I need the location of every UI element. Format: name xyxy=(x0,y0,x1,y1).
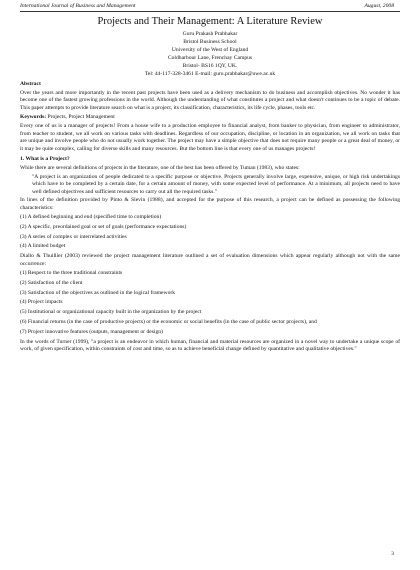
journal-name: International Journal of Business and Management xyxy=(20,3,136,9)
affiliation-line: Coldharbour Lane, Frenchay Campus xyxy=(167,54,253,61)
evaluation-dimensions-list xyxy=(20,270,400,336)
paper-title: Projects and Their Management: A Literature Review xyxy=(97,16,323,27)
paragraph: In lines of the definition provided by Pinto & Slevin (1988), and accepted for the purpose of this research, a project can be defined as possessing the following characteristics: xyxy=(20,197,400,211)
list-item: (2) Satisfaction of the client xyxy=(20,279,83,286)
header-rule xyxy=(20,11,400,12)
author-name: Guru Prakash Prabhakar xyxy=(182,31,238,37)
list-item: (7) Project innovative features (outputs, management or design) xyxy=(20,328,163,335)
list-item: (2) A specific, preordained goal or set of goals (performance expectations) xyxy=(20,223,187,230)
characteristics-list xyxy=(20,214,400,251)
section-heading: 1. What is a Project? xyxy=(20,156,70,163)
list-item: (5) Institutional or organizational capacity built in the organization by the project xyxy=(20,309,202,316)
author-block xyxy=(20,31,400,78)
contact-line: Tel: 44-117-328-3461 E-mail: guru.prabhakar@uwe.ac.uk xyxy=(144,70,276,77)
keywords-label: Keywords: xyxy=(20,114,47,121)
keywords-text: Projects, Project Management xyxy=(47,114,115,121)
paragraph: Diallo & Thuillier (2003) reviewed the project management literature outlined a set of evaluation dimensions which appear regularly although not with the same occurrence: xyxy=(20,253,400,267)
affiliation-line: University of the West of England xyxy=(171,46,249,53)
paragraph: In the words of Turner (1999), "a project is an endeavor in which human, financial and material resources are organized in a novel way to undertake a unique scope of work, of given specification, within constraints of cost and time, so as to achieve beneficial change defined by quantitative and qualitative objectives." xyxy=(20,338,400,352)
running-header xyxy=(20,3,400,9)
list-item: (4) A limited budget xyxy=(20,243,66,250)
issue-date: August, 2008 xyxy=(364,3,394,9)
affiliation-line: Bristol- BS16 1QY, UK. xyxy=(182,62,238,69)
list-item: (1) A defined beginning and end (specified time to completion) xyxy=(20,213,162,220)
list-item: (1) Respect to the three traditional constraints xyxy=(20,269,123,276)
affiliation-line: Bristol Business School xyxy=(183,38,237,45)
abstract-text: Over the years and more importantly in the recent past projects have been used as a delivery mechanism to do business and accomplish objectives. No wonder it has become one of the fastest growing professions in the world. Although the understanding of what constitutes a project and what doesn't continues to be a topic of debate. This paper attempts to provide literature search on what is a project, its classification, characteristics, its life cycle, phases, tools etc. xyxy=(20,89,400,111)
article-body xyxy=(20,15,400,355)
paragraph: While there are several definitions of projects in the literature, one of the best has been offered by Tuman (1983), who states: xyxy=(20,164,300,171)
list-item: (3) A series of complex or interrelated activities xyxy=(20,233,127,240)
list-item: (6) Financial returns (in the case of productive projects) or the economic or social benefits (in the case of public sector projects), and xyxy=(20,318,317,325)
page-number: 3 xyxy=(391,551,394,557)
keywords xyxy=(20,114,400,121)
list-item: (4) Project impacts xyxy=(20,299,63,306)
abstract-heading: Abstract xyxy=(20,81,41,88)
block-quote: "A project is an organization of people dedicated to a specific purpose or objective. Projects generally involve large, expensive, unique, or high risk undertakings which have to be completed by a certain date, for a certain amount of money, with some expected level of performance. At a minimum, all projects need to have well defined objectives and sufficient resources to carry out all the required tasks." xyxy=(32,173,400,195)
list-item: (3) Satisfaction of the objectives as outlined in the logical framework xyxy=(20,289,176,296)
intro-paragraph: Every one of us is a manager of projects! From a house wife to a production employee to financial analyst, from banker to physician, from engineer to administrator, from teacher to student, we all work on various tasks with deadlines. Regardless of our occupation, discipline, or location in an organization, we all work on tasks that are unique and involve people who do not usually work together. The project may have a simple objective that does not require many people or a great deal of money, or it may be quite complex, calling for diverse skills and many resources. But the bottom line is that every one of us manages projects! xyxy=(20,123,400,152)
